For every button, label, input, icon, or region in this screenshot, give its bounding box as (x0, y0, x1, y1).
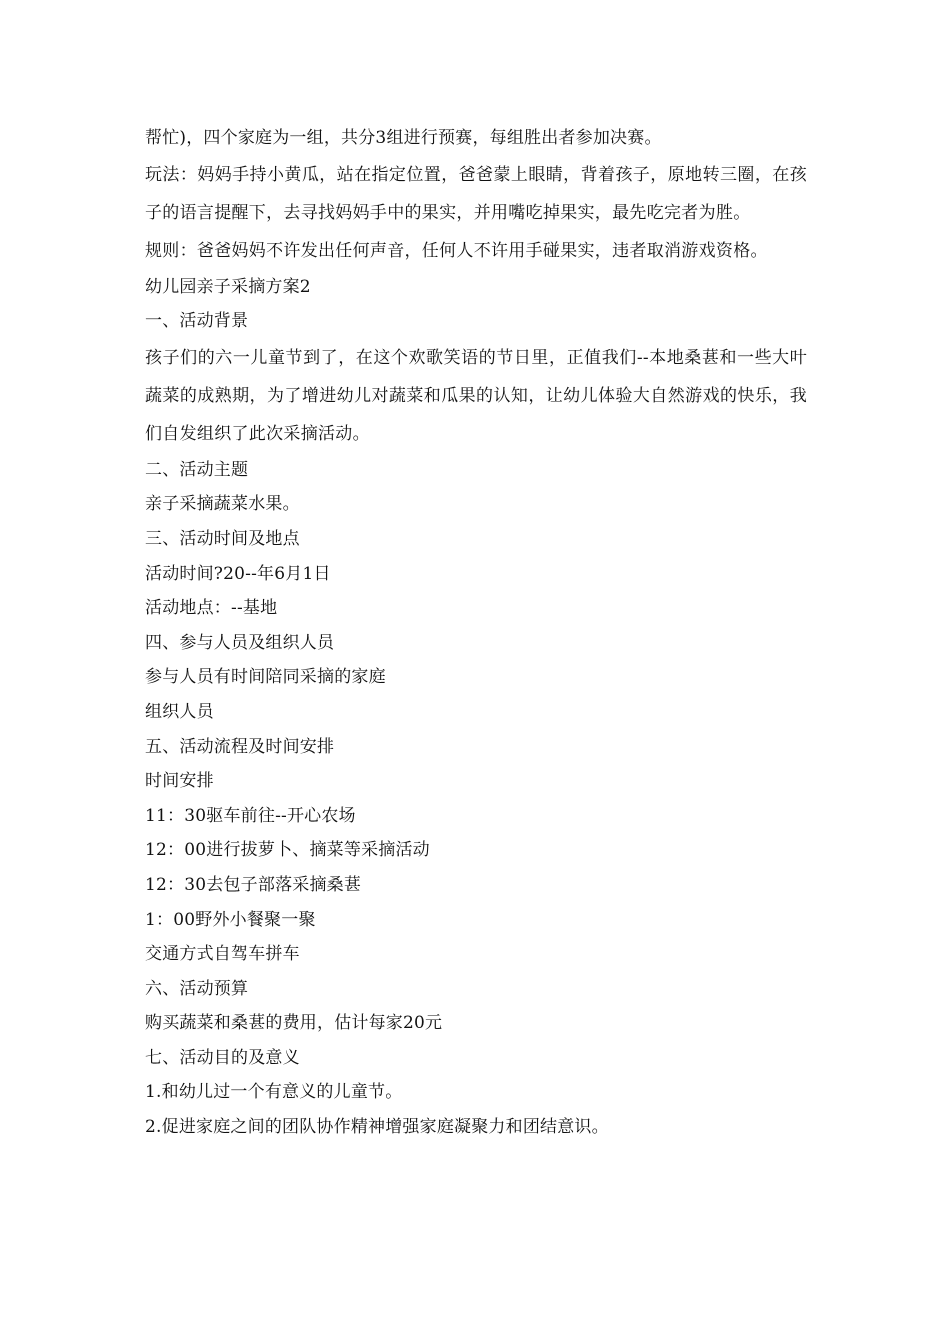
paragraph-theme: 亲子采摘蔬菜水果。 (145, 494, 300, 515)
paragraph-rules: 规则：爸爸妈妈不许发出任何声音，任何人不许用手碰果实，违者取消游戏资格。 (145, 240, 768, 261)
schedule-item: 12：30去包子部落采摘桑葚 (145, 874, 362, 895)
section-heading-participants: 四、参与人员及组织人员 (145, 632, 335, 653)
section-heading-budget: 六、活动预算 (145, 978, 249, 999)
section-heading-theme: 二、活动主题 (145, 459, 249, 480)
document-title: 幼儿园亲子采摘方案2 (145, 276, 311, 297)
paragraph-participants: 参与人员有时间陪同采摘的家庭 (145, 667, 386, 688)
section-heading-time-place: 三、活动时间及地点 (145, 528, 300, 549)
paragraph-continued: 帮忙)，四个家庭为一组，共分3组进行预赛，每组胜出者参加决赛。 (145, 128, 662, 148)
schedule-item: 11：30驱车前往--开心农场 (145, 805, 356, 826)
purpose-item: 2.促进家庭之间的团队协作精神增强家庭凝聚力和团结意识。 (145, 1117, 609, 1138)
paragraph-background: 孩子们的六一儿童节到了，在这个欢歌笑语的节日里，正值我们--本地桑葚和一些大叶蔬菜的成熟期，为了增进幼儿对蔬菜和瓜果的认知，让幼儿体验大自然游戏的快乐，我们自发组织了此次采摘活动。 (145, 347, 807, 444)
paragraph-place: 活动地点：--基地 (145, 598, 278, 619)
document-body (145, 121, 807, 1145)
paragraph-organizers: 组织人员 (145, 701, 214, 722)
schedule-item: 12：00进行拔萝卜、摘菜等采摘活动 (145, 840, 430, 861)
paragraph-budget: 购买蔬菜和桑葚的费用，估计每家20元 (145, 1013, 443, 1034)
paragraph-transport: 交通方式自驾车拼车 (145, 944, 300, 965)
paragraph-gameplay: 玩法：妈妈手持小黄瓜，站在指定位置，爸爸蒙上眼睛，背着孩子，原地转三圈，在孩子的语言提醒下，去寻找妈妈手中的果实，并用嘴吃掉果实，最先吃完者为胜。 (145, 164, 807, 223)
paragraph-schedule-label: 时间安排 (145, 771, 214, 792)
section-heading-background: 一、活动背景 (145, 311, 249, 332)
section-heading-schedule: 五、活动流程及时间安排 (145, 736, 335, 757)
schedule-item: 1：00野外小餐聚一聚 (145, 909, 316, 930)
purpose-item: 1.和幼儿过一个有意义的儿童节。 (145, 1082, 403, 1103)
paragraph-time: 活动时间?20--年6月1日 (145, 563, 331, 584)
section-heading-purpose: 七、活动目的及意义 (145, 1047, 300, 1068)
